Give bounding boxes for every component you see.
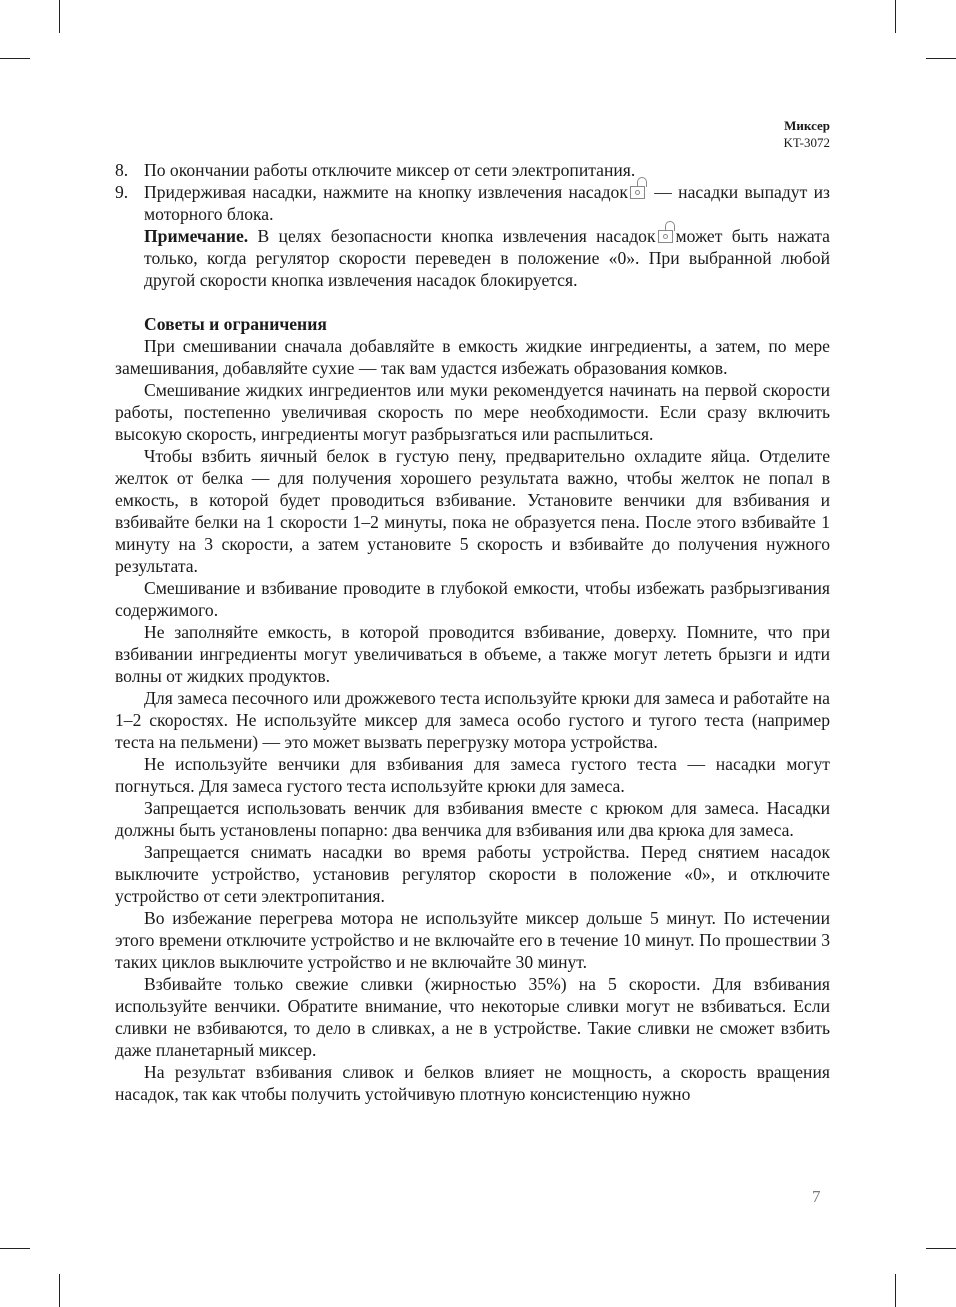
crop-mark xyxy=(59,0,60,33)
step-text: По окончании работы отключите миксер от сети электропитания. xyxy=(144,160,636,180)
page-content xyxy=(115,159,830,1105)
crop-mark xyxy=(926,1248,956,1249)
list-item xyxy=(115,159,830,181)
step-text: — насадки выпадут из моторного блока. xyxy=(144,182,830,224)
note-text: В целях безопасности кнопка извлечения насадок xyxy=(248,226,656,246)
crop-mark xyxy=(59,1274,60,1307)
paragraph: При смешивании сначала добавляйте в емкость жидкие ингредиенты, а затем, по мере замешивания, добавляйте сухие — так вам удастся избежать образования комков. xyxy=(115,336,830,378)
page-number: 7 xyxy=(812,1187,821,1206)
paragraph: Во избежание перегрева мотора не используйте миксер дольше 5 минут. По истечении этого времени отключите устройство и не включайте его в течение 10 минут. По прошествии 3 таких циклов выключите устройство и не включайте 30 минут. xyxy=(115,908,830,972)
crop-mark xyxy=(926,58,956,59)
steps-list xyxy=(115,159,830,225)
paragraph: На результат взбивания сливок и белков влияет не мощность, а скорость вращения насадок, так как чтобы получить устойчивую плотную консистенцию нужно xyxy=(115,1062,830,1104)
paragraph: Запрещается использовать венчик для взбивания вместе с крюком для замеса. Насадки должны быть установлены попарно: два венчика для взбивания или два крюка для замеса. xyxy=(115,798,830,840)
paragraph: Смешивание жидких ингредиентов или муки рекомендуется начинать на первой скорости работы, постепенно увеличивая скорость по мере необходимости. Если сразу включить высокую скорость, ингредиенты могут разбрызгаться или распылиться. xyxy=(115,380,830,444)
step-text: Придерживая насадки, нажмите на кнопку извлечения насадок xyxy=(144,182,628,202)
paragraph: Смешивание и взбивание проводите в глубокой емкости, чтобы избежать разбрызгивания содержимого. xyxy=(115,578,830,620)
crop-mark xyxy=(0,1248,30,1249)
lock-open-icon xyxy=(630,186,645,199)
crop-mark xyxy=(0,58,30,59)
paragraph: Не заполняйте емкость, в которой проводится взбивание, доверху. Помните, что при взбивании ингредиенты могут увеличиваться в объеме, а также могут лететь брызги и идти волны от жидких продуктов. xyxy=(115,622,830,686)
note xyxy=(115,225,830,291)
paragraph: Для замеса песочного или дрожжевого теста используйте крюки для замеса и работайте на 1–2 скоростях. Не используйте миксер для замеса особо густого и тугого теста (например теста на пельмени) — это может вызвать перегрузку мотора устройства. xyxy=(115,688,830,752)
crop-mark xyxy=(895,0,896,33)
step-number: 9. xyxy=(115,182,129,202)
paragraph: Взбивайте только свежие сливки (жирностью 35%) на 5 скорости. Для взбивания используйте венчики. Обратите внимание, что некоторые сливки могут не взбиваться. Если сливки не взбиваются, то дело в сливках, а не в устройстве. Такие сливки не сможет взбить даже планетарный миксер. xyxy=(115,974,830,1060)
running-header xyxy=(784,117,830,151)
note-label: Примечание. xyxy=(144,226,249,246)
section-title: Советы и ограничения xyxy=(144,314,327,334)
lock-open-icon xyxy=(658,230,673,243)
list-item xyxy=(115,181,830,225)
crop-mark xyxy=(895,1274,896,1307)
paragraph: Чтобы взбить яичный белок в густую пену, предварительно охладите яйца. Отделите желток от белка — для получения хорошего результата важно, чтобы желток не попал в емкость, в которой будет проводиться взбивание. Установите венчики для взбивания и взбивайте белки на 1 скорости 1–2 минуты, пока не образуется пена. После этого взбивайте 1 минуту на 3 скорости, а затем установите 5 скорость и взбивайте до получения нужного результата. xyxy=(115,446,830,576)
step-number: 8. xyxy=(115,160,129,180)
note-text: может быть нажата только, когда регулятор скорости переведен в положение «0». При выбранной любой другой скорости кнопка извлечения насадок блокируется. xyxy=(144,226,830,290)
paragraph: Запрещается снимать насадки во время работы устройства. Перед снятием насадок выключите устройство, установив регулятор скорости в положение «0», и отключите устройство от сети электропитания. xyxy=(115,842,830,906)
header-model: KT-3072 xyxy=(783,135,830,150)
paragraph: Не используйте венчики для взбивания для замеса густого теста — насадки могут погнуться. Для замеса густого теста используйте крюки для замеса. xyxy=(115,754,830,796)
header-product: Миксер xyxy=(784,118,830,133)
